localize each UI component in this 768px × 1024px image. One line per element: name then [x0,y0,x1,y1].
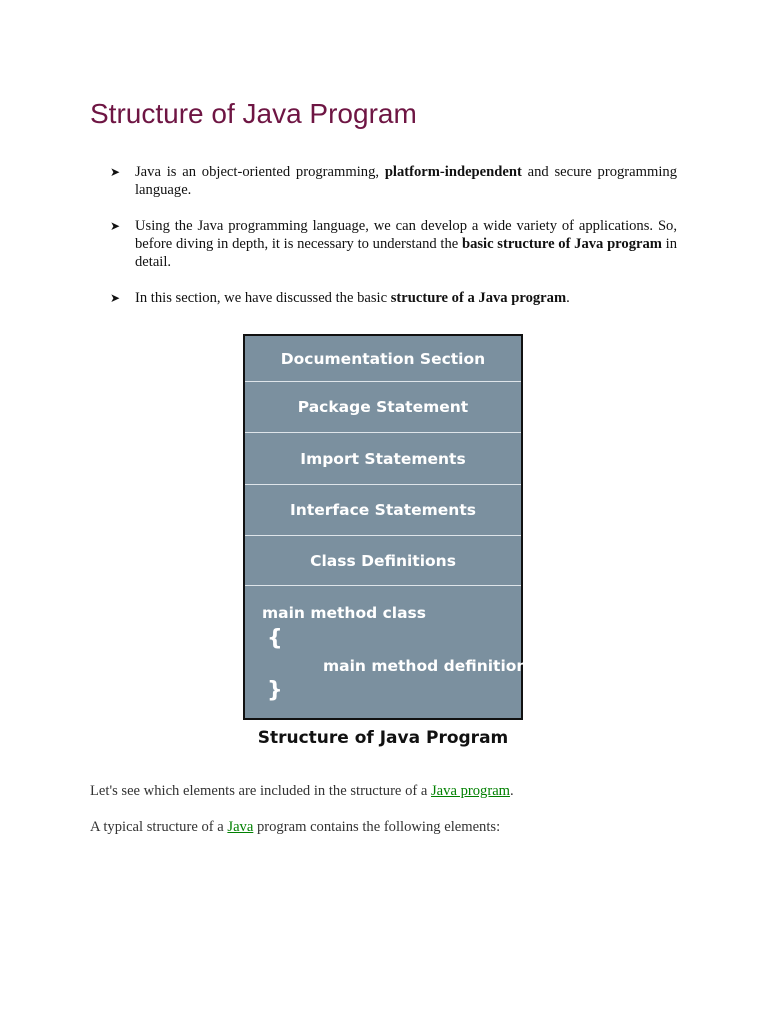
paragraph-text: program contains the following elements: [253,819,501,835]
bullet-text: Java is an object-oriented programming, [135,164,385,180]
page-title: Structure of Java Program [90,98,417,129]
paragraph-typical-structure [90,818,690,836]
bullet-text: Using the Java programming language, we can develop a wide variety of applications. So, before diving in depth, it is necessary to understand the [135,218,677,252]
package-statement-block: Package Statement [297,398,469,416]
bullet-text: in detail. [135,236,678,270]
paragraph-text: A typical structure of a [90,819,228,835]
java-structure-diagram [243,334,528,720]
open-brace: { [267,626,283,651]
paragraph-elements-intro [90,782,690,800]
arrowhead-bullet-icon: ➤ [110,291,121,305]
bullet-bold-text: platform-independent [384,164,522,180]
arrowhead-bullet-icon: ➤ [110,165,121,179]
java-program-link[interactable]: Java program [431,783,511,799]
bullet-item [110,217,677,271]
paragraph-text: . [510,783,514,799]
bullet-item [110,289,677,307]
import-statements-block: Import Statements [300,449,466,468]
bullet-text: and secure programming language. [135,164,677,198]
bullet-text: In this section, we have discussed the basic [135,290,391,306]
section-divider [245,585,521,586]
bullet-bold-text: structure of a Java program [390,290,567,306]
java-link[interactable]: Java [227,819,254,835]
bullet-text: . [566,290,570,306]
documentation-section-block: Documentation Section [280,349,486,368]
diagram-caption: Structure of Java Program [257,728,509,748]
arrowhead-bullet-icon: ➤ [110,219,121,233]
class-definitions-block: Class Definitions [310,551,456,570]
paragraph-text: Let's see which elements are included in the structure of a [90,783,431,799]
interface-statements-block: Interface Statements [290,501,476,519]
main-method-class-label: main method class [262,604,427,622]
bullet-bold-text: basic structure of Java program [461,236,662,252]
bullet-list [110,163,677,307]
main-method-definition-label: main method definition [323,657,528,675]
bullet-item [110,163,677,199]
close-brace: } [267,678,283,703]
